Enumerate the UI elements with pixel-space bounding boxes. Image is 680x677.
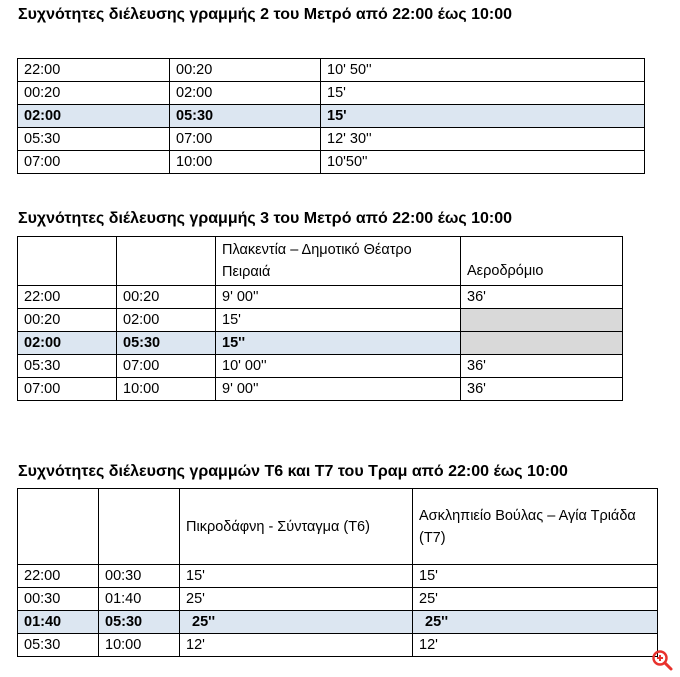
cell-frequency-airport-none xyxy=(461,332,623,355)
cell-from: 02:00 xyxy=(18,105,170,128)
table-row xyxy=(18,151,645,174)
cell-to: 02:00 xyxy=(170,82,321,105)
table-row-highlighted xyxy=(18,105,645,128)
cell-frequency: 15'' xyxy=(216,332,461,355)
cell-frequency-t6: 12' xyxy=(180,634,413,657)
cell-frequency-t7: 25'' xyxy=(413,611,658,634)
header-cell-empty xyxy=(117,237,216,286)
cell-to: 00:30 xyxy=(99,565,180,588)
cell-from: 02:00 xyxy=(18,332,117,355)
cell-from: 22:00 xyxy=(18,59,170,82)
table-row xyxy=(18,82,645,105)
cell-from: 07:00 xyxy=(18,151,170,174)
tram-t6-t7-table xyxy=(17,488,658,657)
table3-title: Συχνότητες διέλευσης γραμμών Τ6 και Τ7 του Τραμ από 22:00 έως 10:00 xyxy=(18,463,568,480)
header-cell-empty xyxy=(18,489,99,565)
cell-frequency: 15' xyxy=(216,309,461,332)
cell-frequency: 10' 50'' xyxy=(321,59,645,82)
cell-to: 10:00 xyxy=(117,378,216,401)
cell-frequency: 9' 00'' xyxy=(216,286,461,309)
cell-to: 07:00 xyxy=(117,355,216,378)
cell-to: 01:40 xyxy=(99,588,180,611)
cell-from: 00:20 xyxy=(18,82,170,105)
table-row xyxy=(18,588,658,611)
cell-frequency-t6: 25'' xyxy=(180,611,413,634)
cell-to: 05:30 xyxy=(117,332,216,355)
cell-to: 07:00 xyxy=(170,128,321,151)
cell-from: 00:20 xyxy=(18,309,117,332)
table-row xyxy=(18,309,623,332)
cell-frequency: 9' 00'' xyxy=(216,378,461,401)
cell-frequency-t7: 12' xyxy=(413,634,658,657)
table-row xyxy=(18,634,658,657)
header-cell-empty xyxy=(18,237,117,286)
cell-from: 05:30 xyxy=(18,634,99,657)
cell-to: 00:20 xyxy=(170,59,321,82)
metro-line2-table xyxy=(17,58,645,174)
cell-from: 07:00 xyxy=(18,378,117,401)
header-cell-empty xyxy=(99,489,180,565)
table-row xyxy=(18,355,623,378)
header-t7-asklipieio-agia-triada: Ασκληπιείο Βούλας – Αγία Τριάδα (Τ7) xyxy=(413,489,658,565)
cell-frequency: 15' xyxy=(321,82,645,105)
table1-title: Συχνότητες διέλευσης γραμμής 2 του Μετρό από 22:00 έως 10:00 xyxy=(18,6,513,23)
cell-frequency-t6: 25' xyxy=(180,588,413,611)
table-row xyxy=(18,565,658,588)
cell-from: 05:30 xyxy=(18,355,117,378)
cell-frequency-airport: 36' xyxy=(461,286,623,309)
cell-from: 00:30 xyxy=(18,588,99,611)
cell-frequency-t7: 15' xyxy=(413,565,658,588)
cell-from: 22:00 xyxy=(18,565,99,588)
cell-frequency-airport-none xyxy=(461,309,623,332)
cell-frequency-t6: 15' xyxy=(180,565,413,588)
table-row xyxy=(18,59,645,82)
header-airport: Αεροδρόμιο xyxy=(461,237,623,286)
cell-to: 10:00 xyxy=(170,151,321,174)
table-row-highlighted xyxy=(18,332,623,355)
cell-from: 05:30 xyxy=(18,128,170,151)
cell-to: 05:30 xyxy=(99,611,180,634)
cell-frequency-airport: 36' xyxy=(461,355,623,378)
cell-frequency: 12' 30'' xyxy=(321,128,645,151)
cell-frequency: 10' 00'' xyxy=(216,355,461,378)
cell-frequency-airport: 36' xyxy=(461,378,623,401)
cell-frequency-t7: 25' xyxy=(413,588,658,611)
cell-from: 01:40 xyxy=(18,611,99,634)
table-row xyxy=(18,128,645,151)
cell-from: 22:00 xyxy=(18,286,117,309)
cell-to: 05:30 xyxy=(170,105,321,128)
header-t6-pikrodafni-syntagma: Πικροδάφνη - Σύνταγμα (Τ6) xyxy=(180,489,413,565)
cell-to: 00:20 xyxy=(117,286,216,309)
table-row xyxy=(18,378,623,401)
metro-line3-table xyxy=(17,236,623,401)
table-row-highlighted xyxy=(18,611,658,634)
cell-frequency: 10'50'' xyxy=(321,151,645,174)
cell-to: 02:00 xyxy=(117,309,216,332)
cell-to: 10:00 xyxy=(99,634,180,657)
table-header-row xyxy=(18,237,623,286)
zoom-in-icon[interactable] xyxy=(650,648,674,672)
header-plakentia-piraeus: Πλακεντία – Δημοτικό Θέατρο Πειραιά xyxy=(216,237,461,286)
table2-title: Συχνότητες διέλευσης γραμμής 3 του Μετρό από 22:00 έως 10:00 xyxy=(18,210,513,227)
cell-frequency: 15' xyxy=(321,105,645,128)
table-row xyxy=(18,286,623,309)
table-header-row xyxy=(18,489,658,565)
